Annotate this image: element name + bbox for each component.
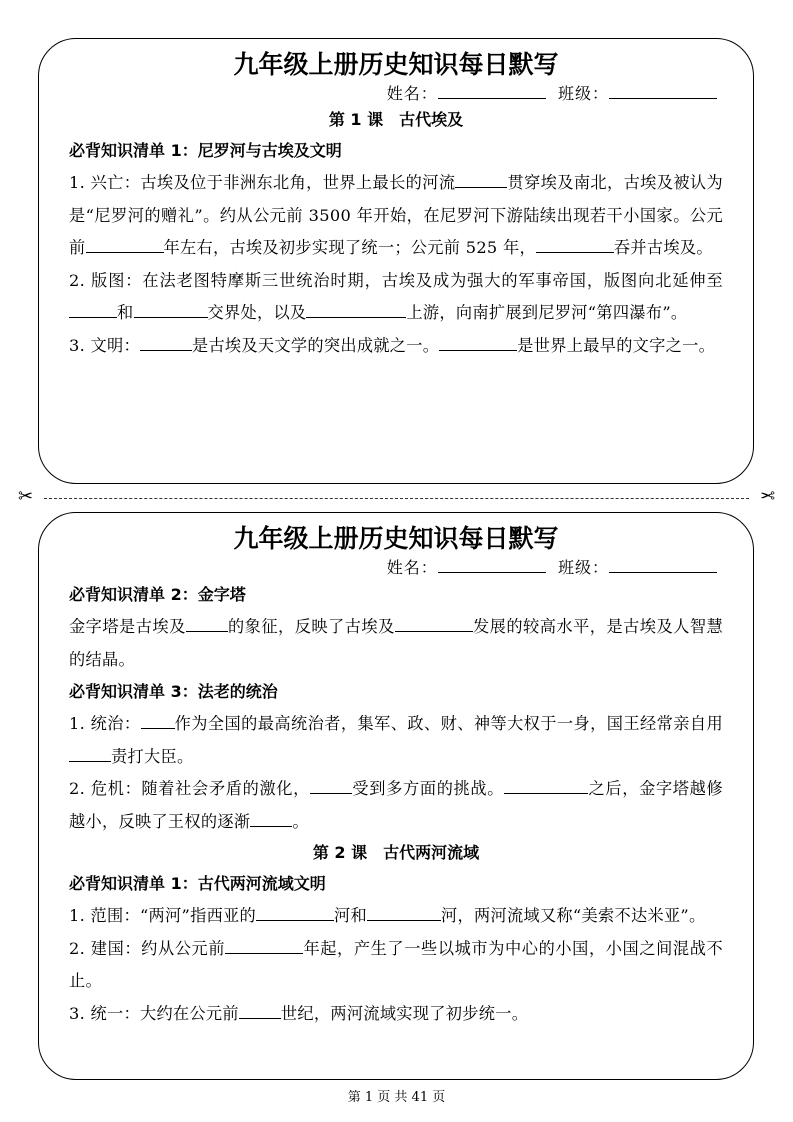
answer-blank[interactable] <box>256 902 334 921</box>
answer-blank[interactable] <box>140 332 192 351</box>
cut-line <box>18 486 775 507</box>
paragraph-crisis: 2. 危机：随着社会矛盾的激化， 受到多方面的挑战。 之后，金字塔越修越小，反映了王权的逐渐 。 <box>69 773 723 838</box>
answer-blank[interactable] <box>250 808 292 827</box>
name-blank[interactable] <box>438 558 546 573</box>
name-class-row <box>69 83 723 105</box>
lesson-title: 第 1 课 古代埃及 <box>328 110 464 129</box>
answer-blank[interactable] <box>455 169 507 188</box>
name-blank[interactable] <box>438 84 546 99</box>
answer-blank[interactable] <box>225 935 303 954</box>
section-heading: 必背知识清单 1：古代两河流域文明 <box>69 874 326 893</box>
class-blank[interactable] <box>609 558 717 573</box>
dictation-card-1 <box>38 38 754 484</box>
answer-blank[interactable] <box>306 299 406 318</box>
answer-blank[interactable] <box>367 902 441 921</box>
name-class-row <box>69 557 723 579</box>
section-heading: 必背知识清单 3：法老的统治 <box>69 682 278 701</box>
paragraph-unification: 3. 统一：大约在公元前 世纪，两河流域实现了初步统一。 <box>69 998 723 1031</box>
answer-blank[interactable] <box>310 775 352 794</box>
scissors-icon: ✂ <box>759 486 775 507</box>
class-label: 班级： <box>557 84 609 103</box>
paragraph-range: 1. 范围：“两河”指西亚的 河和 河，两河流域又称“美索不达米亚”。 <box>69 900 723 933</box>
card-title: 九年级上册历史知识每日默写 <box>233 524 559 553</box>
paragraph-founding: 2. 建国：约从公元前 年起，产生了一些以城市为中心的小国，小国之间混战不止。 <box>69 933 723 998</box>
answer-blank[interactable] <box>186 613 228 632</box>
name-label: 姓名： <box>386 84 438 103</box>
name-label: 姓名： <box>386 558 438 577</box>
answer-blank[interactable] <box>504 775 588 794</box>
paragraph-civilization: 3. 文明： 是古埃及天文学的突出成就之一。 是世界上最早的文字之一。 <box>69 330 723 363</box>
class-blank[interactable] <box>609 84 717 99</box>
paragraph-rule: 1. 统治： 作为全国的最高统治者，集军、政、财、神等大权于一身，国王经常亲自用责打大臣。 <box>69 708 723 773</box>
answer-blank[interactable] <box>86 234 164 253</box>
answer-blank[interactable] <box>536 234 614 253</box>
scissors-icon: ✂ <box>18 486 34 507</box>
answer-blank[interactable] <box>395 613 473 632</box>
answer-blank[interactable] <box>141 710 175 729</box>
answer-blank[interactable] <box>69 743 111 762</box>
section-heading: 必背知识清单 1：尼罗河与古埃及文明 <box>69 141 342 160</box>
lesson-title: 第 2 课 古代两河流域 <box>312 843 480 862</box>
dictation-card-2 <box>38 512 754 1080</box>
answer-blank[interactable] <box>439 332 517 351</box>
paragraph-rise-fall: 1. 兴亡：古埃及位于非洲东北角，世界上最长的河流 贯穿埃及南北，古埃及被认为是“尼罗河的赠礼”。约从公元前 3500 年开始，在尼罗河下游陆续出现若干小国家。公元前 年左右，古埃及初步实现了统一；公元前 525 年， 吞并古埃及。 <box>69 167 723 265</box>
class-label: 班级： <box>557 558 609 577</box>
answer-blank[interactable] <box>239 1000 281 1019</box>
paragraph-pyramid: 金字塔是古埃及 的象征，反映了古埃及 发展的较高水平，是古埃及人智慧的结晶。 <box>69 611 723 676</box>
paragraph-territory: 2. 版图：在法老图特摩斯三世统治时期，古埃及成为强大的军事帝国，版图向北延伸至和 交界处，以及 上游，向南扩展到尼罗河“第四瀑布”。 <box>69 270 723 322</box>
section-heading: 必背知识清单 2：金字塔 <box>69 585 246 604</box>
page-number: 第 1 页 共 41 页 <box>347 1090 446 1105</box>
answer-blank[interactable] <box>69 299 117 318</box>
answer-blank[interactable] <box>134 299 208 318</box>
card-title: 九年级上册历史知识每日默写 <box>233 50 559 79</box>
